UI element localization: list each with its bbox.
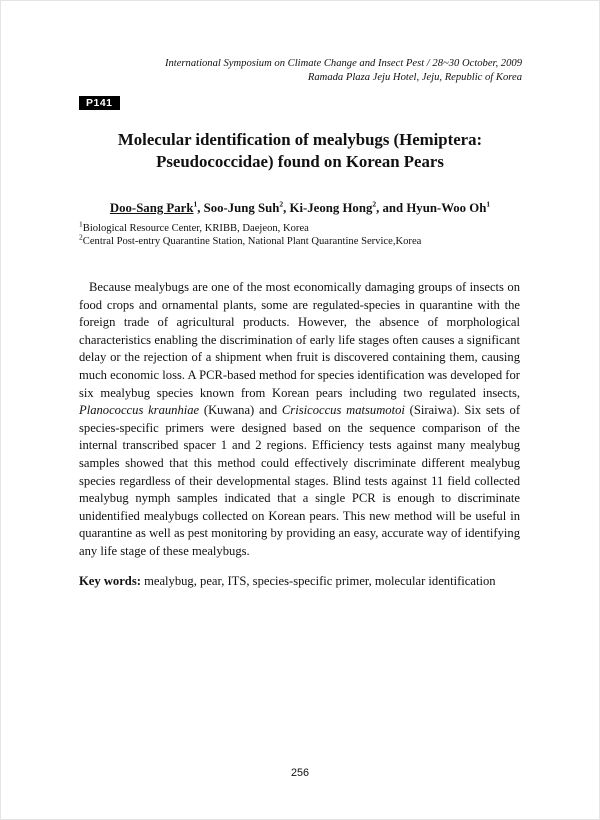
abstract-paragraph xyxy=(79,279,520,561)
author-name: Hyun-Woo Oh xyxy=(406,201,487,215)
keywords-label: Key words: xyxy=(79,574,141,588)
author-affiliation-mark: 1 xyxy=(193,199,198,209)
running-header xyxy=(165,57,522,85)
species-name: Crisicoccus matsumotoi xyxy=(281,403,405,418)
abstract-text: (Siraiwa). Six sets of species-specific primers were designed based on the sequence comparison of the internal transcribed spacer 1 and 2 regions. Efficiency tests against many mealybug samples showed that this method could effectively discriminate different mealybug species regardless of their developmental stages. Blind tests against 11 field collected mealybug nymph samples indicated that a single PCR is enough to discriminate unidentified mealybugs collected on Korean pears. This new method will be useful in quarantine as well as pest monitoring by providing an easy, accurate way of identifying any life stage of these mealybugs. xyxy=(79,403,521,558)
paper-title xyxy=(0,129,600,173)
affiliation-text: Biological Resource Center, KRIBB, Daejeon, Korea xyxy=(82,223,309,234)
author-affiliation-mark: 1 xyxy=(486,199,491,209)
title-line-1: Molecular identification of mealybugs (Hemiptera: xyxy=(117,130,483,149)
affiliation-2 xyxy=(79,232,422,248)
header-line-2: Ramada Plaza Jeju Hotel, Jeju, Republic of Korea xyxy=(307,72,522,83)
author-separator: , and xyxy=(376,201,407,215)
poster-id-badge: P141 xyxy=(79,96,120,110)
affiliation-text: Central Post-entry Quarantine Station, National Plant Quarantine Service,Korea xyxy=(82,236,422,247)
author-name: Ki-Jeong Hong xyxy=(289,201,373,215)
author-list xyxy=(0,201,600,216)
author-separator: , xyxy=(283,201,290,215)
species-name: Planococcus kraunhiae xyxy=(79,403,200,418)
author-separator: , xyxy=(197,201,204,215)
title-line-2: Pseudococcidae) found on Korean Pears xyxy=(156,152,444,171)
keywords-line xyxy=(79,573,539,589)
keywords-text: mealybug, pear, ITS, species-specific primer, molecular identification xyxy=(140,574,496,588)
header-line-1: International Symposium on Climate Change and Insect Pest / 28~30 October, 2009 xyxy=(164,58,522,69)
author-affiliation-mark: 2 xyxy=(279,199,284,209)
affiliation-1 xyxy=(79,219,309,235)
affiliation-mark: 1 xyxy=(79,219,83,229)
author-affiliation-mark: 2 xyxy=(372,199,377,209)
abstract-text: Because mealybugs are one of the most economically damaging groups of insects on food crops and ornamental plants, some are regulated-species in quarantine with the foreign trade of agricultural products. However, the absence of morphological characteristics enabling the discrimination of early life stages often causes a significant delay or the rejection of a shipment when fruit is discovered containing them, causing much economic loss. A PCR-based method for species identification was developed for six mealybug species known from Korean pears including two regulated insects, xyxy=(79,280,520,400)
page-number: 256 xyxy=(290,767,309,779)
author-name: Soo-Jung Suh xyxy=(203,201,280,215)
abstract-text: (Kuwana) and xyxy=(199,403,282,418)
affiliation-mark: 2 xyxy=(79,232,83,242)
author-name: Doo-Sang Park xyxy=(109,201,194,215)
